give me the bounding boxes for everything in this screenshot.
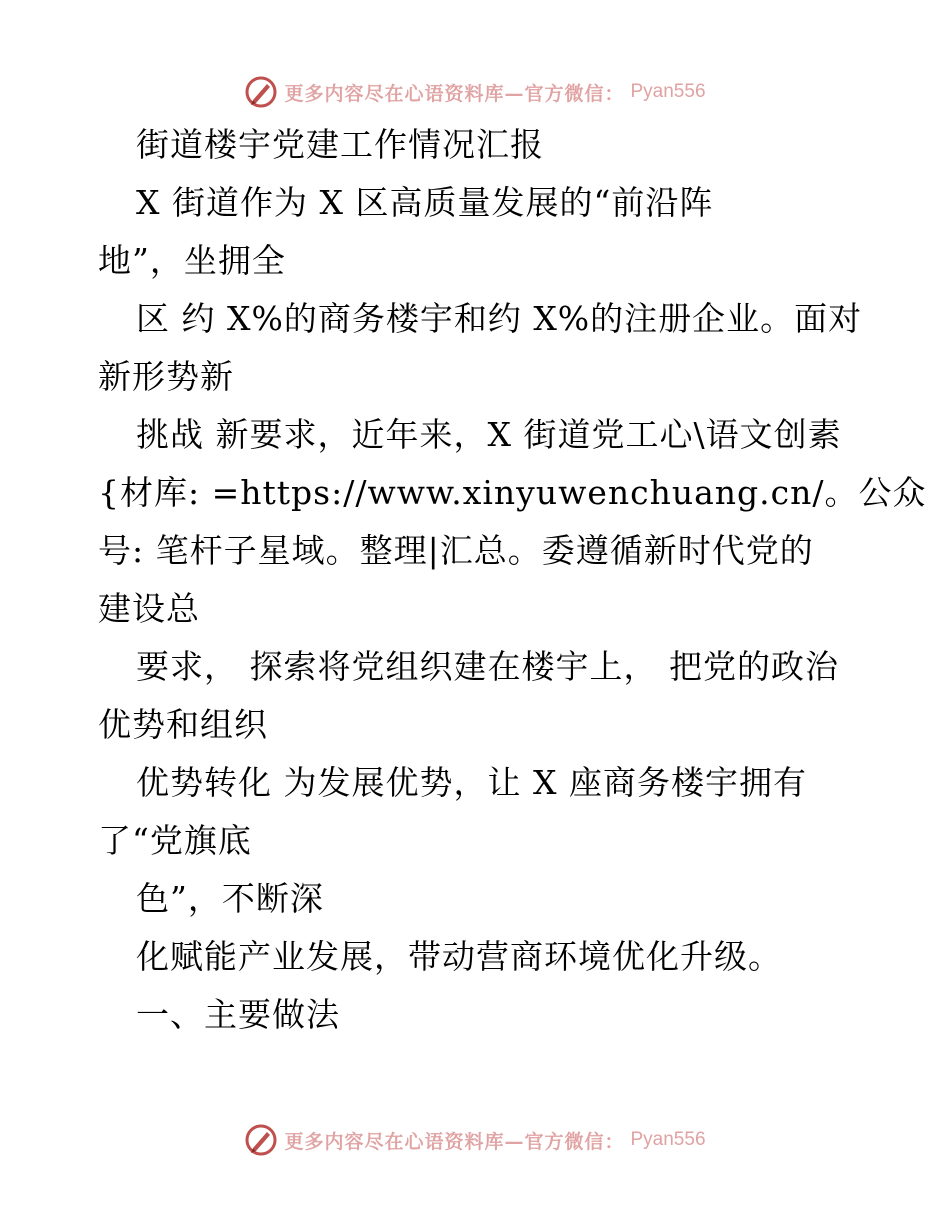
- watermark-text: 更多内容尽在心语资料库—官方微信：: [284, 1130, 625, 1153]
- text-line: 号: 笔杆子星域。整理|汇总。委遵循新时代党的: [98, 531, 814, 570]
- text-line: 挑战 新要求，近年来，X 街道党工心\语文创素: [136, 415, 842, 454]
- document-title: 街道楼宇党建工作情况汇报: [136, 125, 544, 164]
- text-line: 化赋能产业发展，带动营商环境优化升级。: [136, 937, 782, 976]
- text-line: X 街道作为 X 区高质量发展的“前沿阵: [136, 183, 714, 222]
- text-line: 了“党旗底: [98, 821, 252, 860]
- text-line: 地”，坐拥全: [98, 241, 286, 280]
- watermark-text: 更多内容尽在心语资料库—官方微信：: [284, 82, 625, 105]
- pen-circle-icon: [244, 1123, 278, 1157]
- text-line: 新形势新: [98, 357, 234, 396]
- text-line: 建设总: [98, 589, 200, 628]
- text-line: 要求， 探索将党组织建在楼宇上， 把党的政治: [136, 647, 839, 686]
- footer-watermark: [0, 1120, 950, 1160]
- text-line: 色”，不断深: [136, 879, 324, 918]
- watermark-wechat-id: Pyan556: [630, 1129, 706, 1150]
- text-line: 区 约 X%的商务楼宇和约 X%的注册企业。面对: [136, 299, 863, 338]
- text-line: 优势转化 为发展优势，让 X 座商务楼宇拥有: [136, 763, 807, 802]
- watermark-wechat-id: Pyan556: [630, 81, 706, 102]
- text-line: {材库: =https://www.xinyuwenchuang.cn/。公众: [98, 473, 927, 512]
- document-body: [98, 116, 927, 1044]
- text-line: 优势和组织: [98, 705, 268, 744]
- section-heading: 一、主要做法: [136, 995, 340, 1034]
- pen-circle-icon: [244, 75, 278, 109]
- header-watermark: [0, 72, 950, 112]
